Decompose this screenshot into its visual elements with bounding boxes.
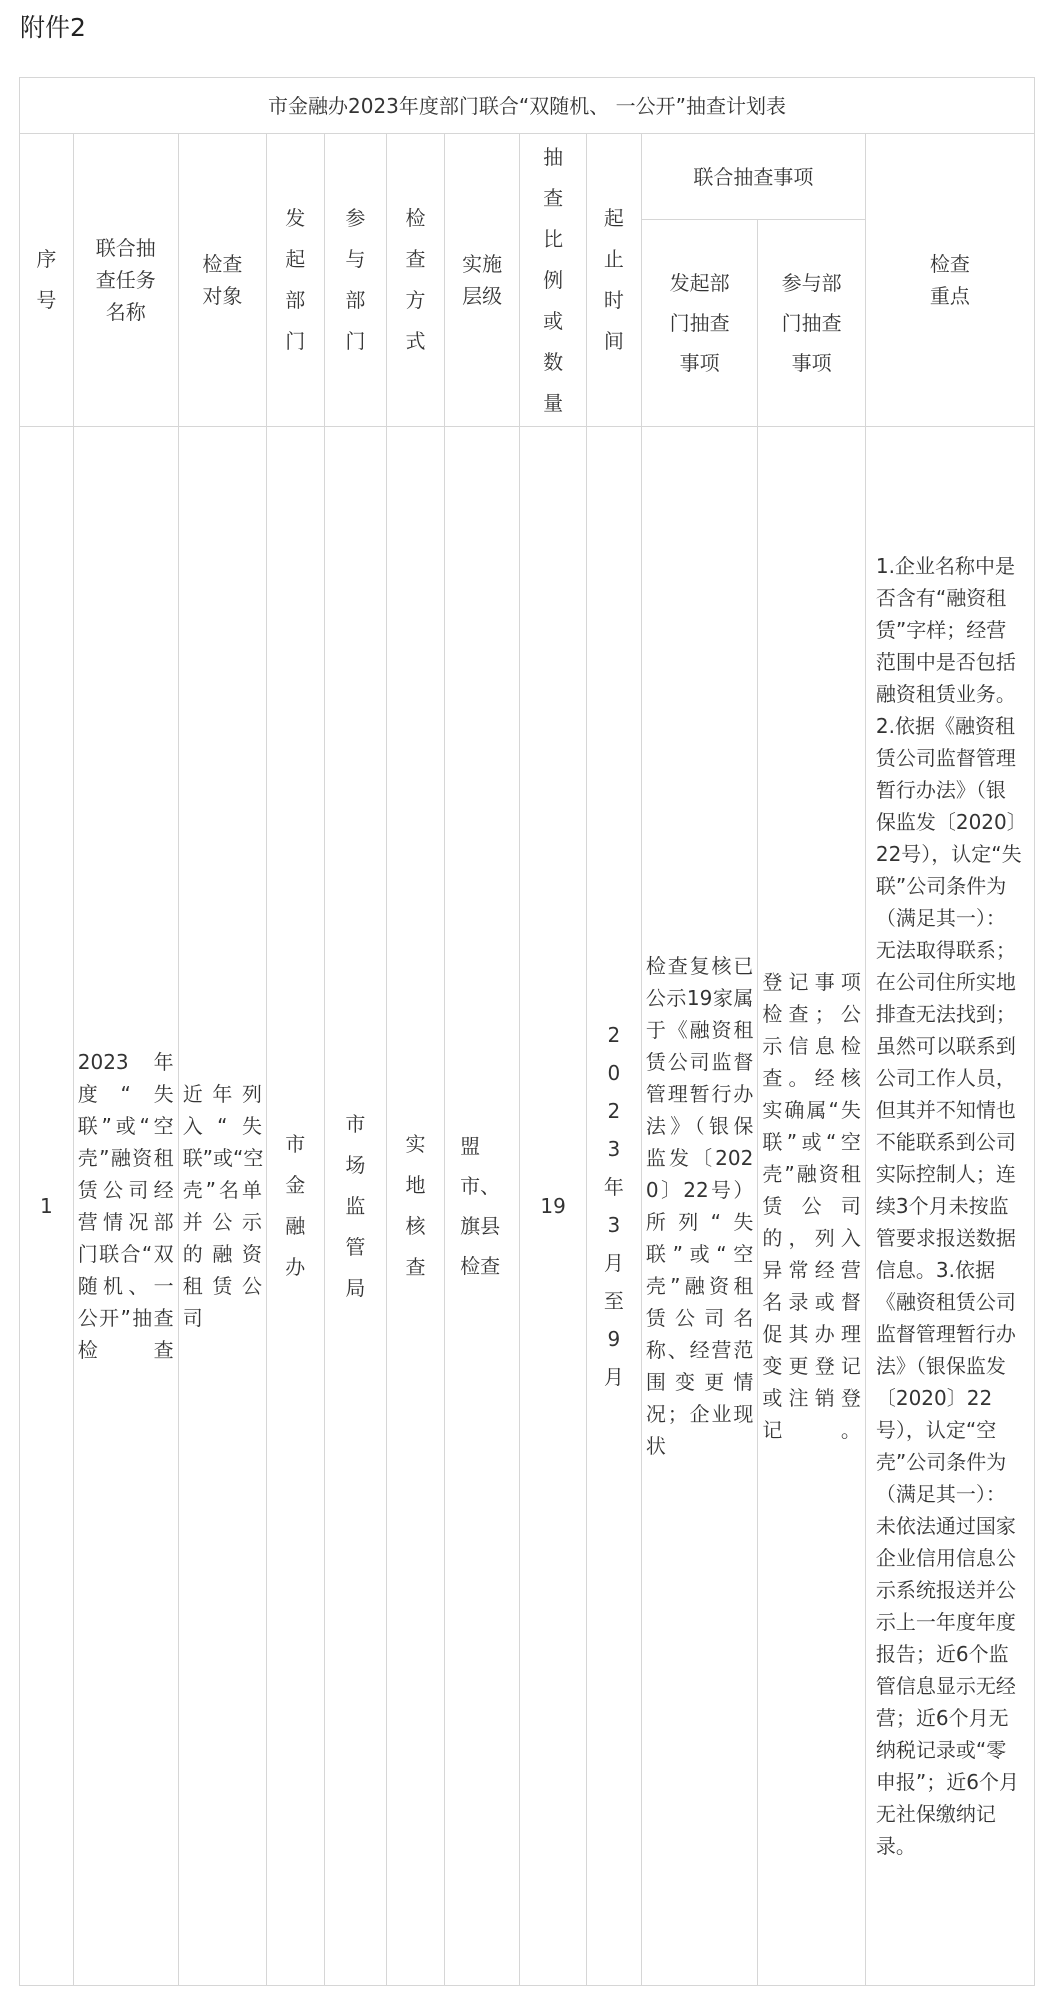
cell-participant: 市场监管局 (324, 427, 387, 1986)
header-focus: 检查重点 (865, 134, 1034, 427)
cell-method: 实地核查 (387, 427, 445, 1986)
header-participant-items: 参与部门抽查事项 (758, 220, 866, 427)
header-ratio: 抽查比例或数量 (520, 134, 587, 427)
header-seq: 序号 (20, 134, 74, 427)
cell-level: 盟市、旗县检查 (444, 427, 520, 1986)
header-method: 检查方式 (387, 134, 445, 427)
table-title: 市金融办2023年度部门联合“双随机、 一公开”抽查计划表 (20, 78, 1035, 134)
cell-initiator: 市金融办 (266, 427, 324, 1986)
header-level: 实施层级 (444, 134, 520, 427)
cell-task: 2023年度“失联”或“空壳”融资租赁公司经营情况部门联合“双随机、一公开”抽查检查 (73, 427, 178, 1986)
cell-initiator-items: 检查复核已公示19家属于《融资租赁公司监督管理暂行办法》（银保监发〔2020〕22号）所列“失联”或“空壳”融资租赁公司名称、经营范围变更情况；企业现状 (641, 427, 757, 1986)
header-participant: 参与部门 (324, 134, 387, 427)
table-row (20, 427, 1035, 1986)
header-initiator: 发起部门 (266, 134, 324, 427)
header-joint-items: 联合抽查事项 (641, 134, 865, 220)
header-initiator-items: 发起部门抽查事项 (641, 220, 757, 427)
cell-participant-items: 登记事项检查；公示信息检查。经核实确属“失联”或“空壳”融资租赁公司的，列入异常经营名录或督促其办理变更登记或注销登记。 (758, 427, 866, 1986)
cell-period: 2023年3月至9月 (586, 427, 641, 1986)
cell-seq: 1 (20, 427, 74, 1986)
header-task: 联合抽查任务名称 (73, 134, 178, 427)
cell-focus: 1.企业名称中是否含有“融资租赁”字样；经营范围中是否包括融资租赁业务。2.依据《融资租赁公司监督管理暂行办法》（银保监发〔2020〕22号），认定“失联”公司条件为（满足其一）：无法取得联系；在公司住所实地排查无法找到；虽然可以联系到公司工作人员，但其并不知情也不能联系到公司实际控制人；连续3个月未按监管要求报送数据信息。3.依据《融资租赁公司监督管理暂行办法》（银保监发〔2020〕22号），认定“空壳”公司条件为（满足其一）：未依法通过国家企业信用信息公示系统报送并公示上一年度年度报告；近6个监管信息显示无经营；近6个月无纳税记录或“零申报”；近6个月无社保缴纳记录。 (865, 427, 1034, 1986)
inspection-plan-table (19, 77, 1035, 1986)
header-target: 检查对象 (178, 134, 266, 427)
cell-target: 近年列入“失联”或“空壳”名单并公示的融资租赁公司 (178, 427, 266, 1986)
cell-ratio: 19 (520, 427, 587, 1986)
header-period: 起止时间 (586, 134, 641, 427)
attachment-label: 附件2 (20, 13, 86, 42)
